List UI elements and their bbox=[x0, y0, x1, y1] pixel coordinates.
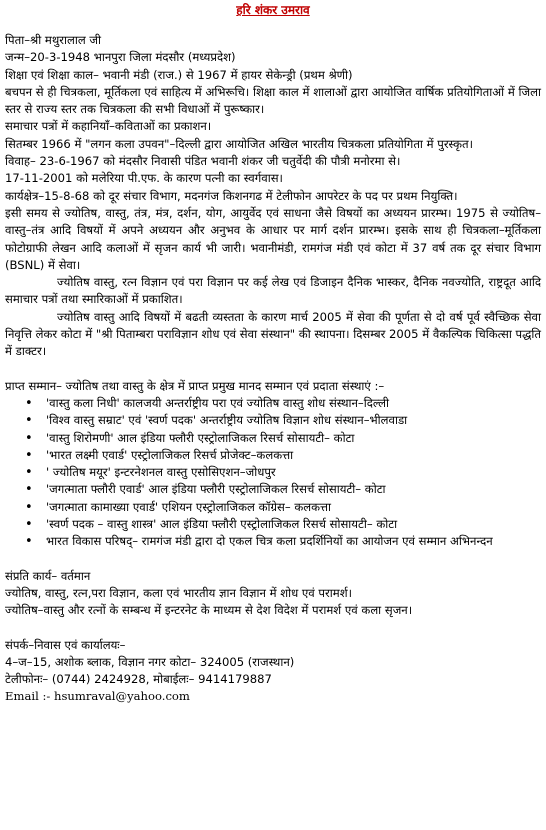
bullet-icon: • bbox=[25, 395, 33, 411]
articles-published: ज्योतिष वास्तु, रत्न विज्ञान एवं परा विज्ञान पर कई लेख एवं डिजाइन दैनिक भास्कर, दैनिक नवज्योति, राष्ट्रदूत आदि समाचार पत्रों तथा स्मारिकाओं में प्रकाशित। bbox=[5, 275, 541, 307]
list-item bbox=[5, 447, 541, 464]
honor-text: भारत विकास परिषद्– रामगंज मंडी द्वारा दो एकल चित्र कला प्रदर्शिनियों का आयोजन एवं सम्मान अभिनन्दन bbox=[46, 534, 493, 549]
honor-text: 'भारत लक्ष्मी एवार्ड' एस्ट्रोलाजिकल रिसर्च प्रोजेक्ट–कलकत्ता bbox=[46, 447, 294, 462]
list-item bbox=[5, 430, 541, 447]
bullet-icon: • bbox=[25, 534, 33, 550]
honors-intro: प्राप्त सम्मान– ज्योतिष तथा वास्तु के क्षेत्र में प्राप्त प्रमुख मानद सम्मान एवं प्रदाता संस्थाएं :– bbox=[5, 378, 385, 393]
publications-note: समाचार पत्रों में कहानियाँ–कविताओं का प्रकाशन। bbox=[5, 119, 212, 134]
studies-and-service: इसी समय से ज्योतिष, वास्तु, तंत्र, मंत्र, दर्शन, योग, आयुर्वेद एवं साधना जैसे विषयों का अध्ययन प्रारम्भ। 1975 से ज्योतिष–वास्तु–तंत्र आदि विषयों में अपने अध्ययन और अनुभव के आधार पर मार्ग दर्शन प्रारम्भ। इसके साथ ही चित्रकला–मूर्तिकला फोटोग्राफी लेखन आदि कलाओं में सृजन कार्य भी जारी। भवानीमंडी, रामगंज मंडी एवं कोटा में 37 वर्ष तक दूर संचार विभाग (BSNL) में सेवा। bbox=[5, 205, 541, 272]
institute-founding: ज्योतिष वास्तु आदि विषयों में बढती व्यस्तता के कारण मार्च 2005 में सेवा की पूर्णता से दो वर्ष पूर्व स्वैच्छिक सेवा निवृत्ति लेकर कोटा में "श्री पिताम्बरा पराविज्ञान शोध एवं सेवा संस्थान" की स्थापना। दिसम्बर 2005 में वैकल्पिक चिकित्सा पद्धति में डाक्टर। bbox=[5, 309, 541, 359]
spouse-death-info: 17-11-2001 को मलेरिया पी.एफ. के कारण पत्नी का स्वर्गवास। bbox=[5, 171, 283, 186]
bullet-icon: • bbox=[25, 413, 33, 429]
contact-heading: संपर्क–निवास एवं कार्यालयः– bbox=[5, 637, 126, 652]
honor-text: 'वास्तु शिरोमणी' आल इंडिया फ्लौरी एस्ट्रोलाजिकल रिसर्च सोसायटी– कोटा bbox=[46, 430, 355, 445]
contact-email: Email :- hsumraval@yahoo.com bbox=[5, 689, 190, 704]
current-work-heading: संप्रति कार्य– वर्तमान bbox=[5, 568, 91, 583]
current-work-line: ज्योतिष, वास्तु, रत्न,परा विज्ञान, कला एवं भारतीय ज्ञान विज्ञान में शोध एवं परामर्श। bbox=[5, 585, 352, 600]
bullet-icon: • bbox=[25, 430, 33, 446]
current-work-line: ज्योतिष–वास्तु और रत्नों के सम्बन्ध में इन्टरनेट के माध्यम से देश विदेश में परामर्श एवं कला सृजन। bbox=[5, 603, 413, 618]
list-item bbox=[5, 481, 541, 498]
page-title: हरि शंकर उमराव bbox=[236, 3, 310, 17]
honor-text: ' ज्योतिष मयूर' इन्टरनेशनल वास्तु एसोसिएशन–जोधपुर bbox=[46, 465, 276, 480]
bio-section bbox=[5, 32, 541, 361]
contact-phone: टेलीफोनः– (0744) 2424928, मोबाईलः– 9414179887 bbox=[5, 672, 272, 687]
list-item bbox=[5, 464, 541, 481]
honor-text: 'जगत्माता फ्लौरी एवार्ड' आल इंडिया फ्लौरी एस्ट्रोलाजिकल रिसर्च सोसायटी– कोटा bbox=[46, 482, 386, 497]
bullet-icon: • bbox=[25, 447, 33, 463]
father-name: पिता–श्री मथुरालाल जी bbox=[5, 33, 101, 47]
biography-document bbox=[5, 0, 541, 706]
honor-text: 'स्वर्ण पदक – वास्तु शास्त्र' आल इंडिया फ्लौरी एस्ट्रोलाजिकल रिसर्च सोसायटी– कोटा bbox=[46, 517, 398, 532]
honor-text: 'विश्व वास्तु सम्राट' एवं 'स्वर्ण पदक' अन्तर्राष्ट्रीय ज्योतिष विज्ञान शोध संस्थान–भीलवाडा bbox=[46, 413, 408, 428]
education-info: शिक्षा एवं शिक्षा काल– भवानी मंडी (राज.) से 1967 में हायर सेकेन्ड्री (प्रथम श्रेणी) bbox=[5, 67, 353, 82]
list-item bbox=[5, 499, 541, 516]
award-1966: सितम्बर 1966 में "लगन कला उपवन"–दिल्ली द्वारा आयोजित अखिल भारतीय चित्रकला प्रतियोगिता में पुरस्कृत। bbox=[5, 136, 473, 151]
bullet-icon: • bbox=[25, 482, 33, 498]
contact-address: 4–ज–15, अशोक ब्लाक, विज्ञान नगर कोटा– 324005 (राजस्थान) bbox=[5, 654, 295, 669]
honors-list bbox=[5, 395, 541, 551]
honor-text: 'वास्तु कला निधी' कालजयी अन्तर्राष्ट्रीय परा एवं ज्योतिष वास्तु शोध संस्थान–दिल्ली bbox=[46, 395, 389, 410]
bullet-icon: • bbox=[25, 465, 33, 481]
marriage-info: विवाह– 23-6-1967 को मंदसौर निवासी पंडित भवानी शंकर जी चतुर्वेदी की पौत्री मनोरमा से। bbox=[5, 154, 401, 169]
honor-text: 'जगत्माता कामाख्या एवार्ड' एशियन एस्ट्रोलाजिकल कॉग्रेस– कलकत्ता bbox=[46, 499, 332, 514]
career-start: कार्यक्षेत्र–15-8-68 को दूर संचार विभाग, मदनगंज किशनगढ में टेलीफोन आपरेटर के पद पर प्रथम नियुक्ति। bbox=[5, 188, 458, 203]
list-item bbox=[5, 412, 541, 429]
bullet-icon: • bbox=[25, 517, 33, 533]
list-item bbox=[5, 395, 541, 412]
birth-info: जन्म–20-3-1948 भानपुरा जिला मंदसौर (मध्यप्रदेश) bbox=[5, 50, 236, 65]
list-item bbox=[5, 516, 541, 533]
childhood-interests: बचपन से ही चित्रकला, मूर्तिकला एवं साहित्य में अभिरूचि। शिक्षा काल में शालाओं द्वारा आयोजित वार्षिक प्रतियोगिताओं में जिला स्तर से राज्य स्तर तक चित्रकला की सभी विधाओं में पुरूष्कार। bbox=[5, 84, 541, 117]
bullet-icon: • bbox=[25, 499, 33, 515]
list-item bbox=[5, 533, 541, 550]
